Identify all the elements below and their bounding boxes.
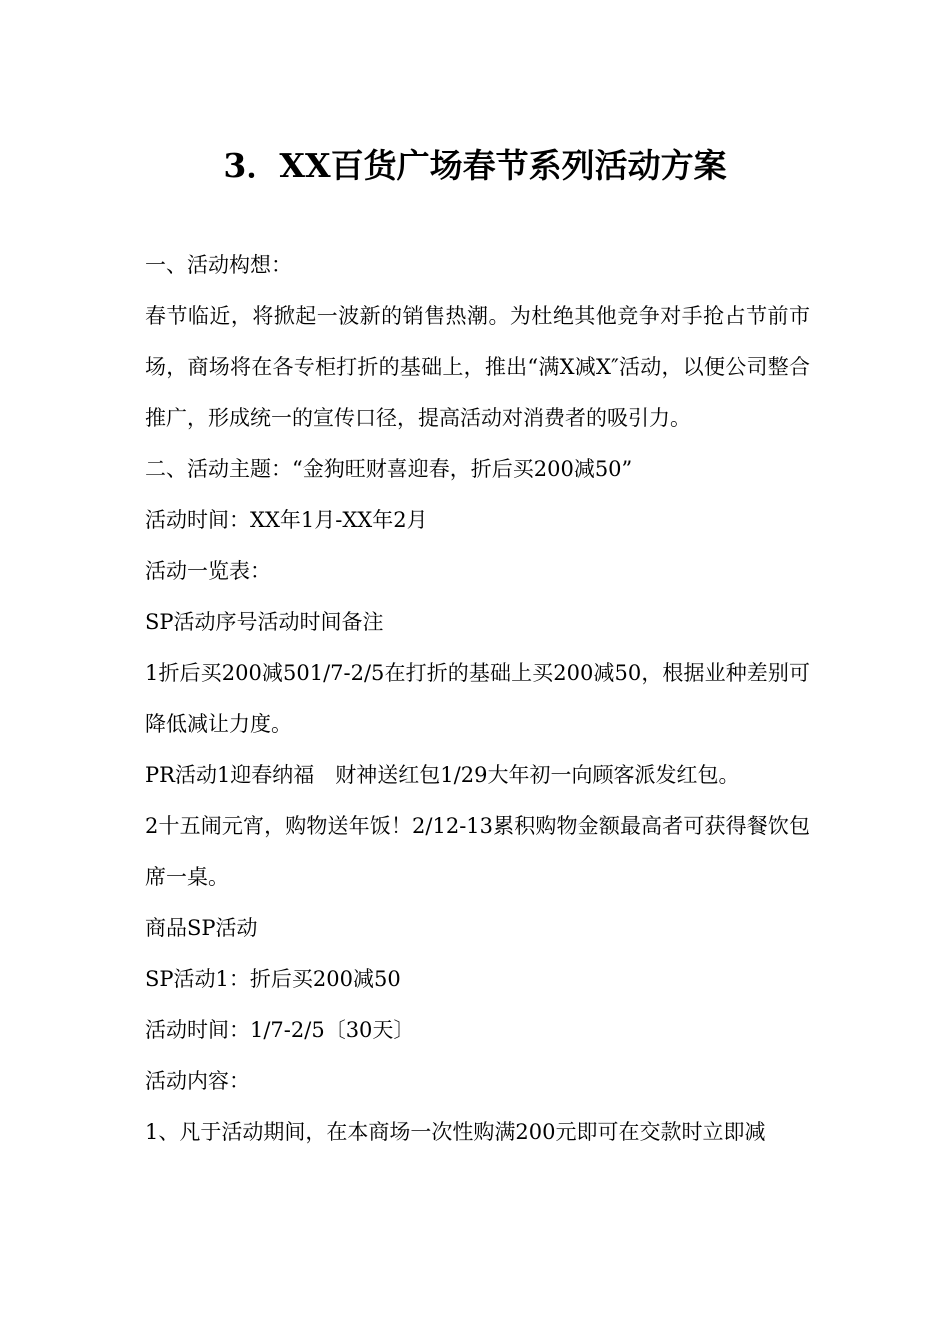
- section-heading-product-sp: 商品SP活动: [145, 916, 258, 940]
- activity-time-line: 活动时间：XX年1月-XX年2月: [145, 508, 428, 532]
- section-heading-concept: 一、活动构想：: [145, 253, 292, 277]
- overview-row-sp1: 1折后买200减501/7-2/5在打折的基础上买200减50，根据业种差别可降低减让力度。: [145, 661, 810, 736]
- activity-content-label: 活动内容：: [145, 1069, 250, 1093]
- overview-row-pr1: PR活动1迎春纳福 财神送红包1/29大年初一向顾客派发红包。: [145, 763, 740, 787]
- document-title: 3．XX百货广场春节系列活动方案: [223, 146, 727, 185]
- activity-overview-label: 活动一览表：: [145, 559, 271, 583]
- overview-table-header: SP活动序号活动时间备注: [145, 610, 384, 634]
- sp-activity-1-time: 活动时间：1/7-2/5〔30天〕: [145, 1018, 415, 1042]
- activity-content-item-1: 1、凡于活动期间，在本商场一次性购满200元即可在交款时立即减: [145, 1120, 766, 1144]
- concept-paragraph: 春节临近，将掀起一波新的销售热潮。为杜绝其他竞争对手抢占节前市场，商场将在各专柜打折的基础上，推出“满X减X″活动，以便公司整合推广，形成统一的宣传口径，提高活动对消费者的吸引力。: [145, 304, 810, 430]
- section-heading-theme: 二、活动主题：“金狗旺财喜迎春，折后买200减50”: [145, 457, 633, 481]
- overview-row-pr2: 2十五闹元宵，购物送年饭！2/12-13累积购物金额最高者可获得餐饮包席一桌。: [145, 814, 810, 889]
- document-body: [145, 240, 810, 1158]
- sp-activity-1-title: SP活动1：折后买200减50: [145, 967, 401, 991]
